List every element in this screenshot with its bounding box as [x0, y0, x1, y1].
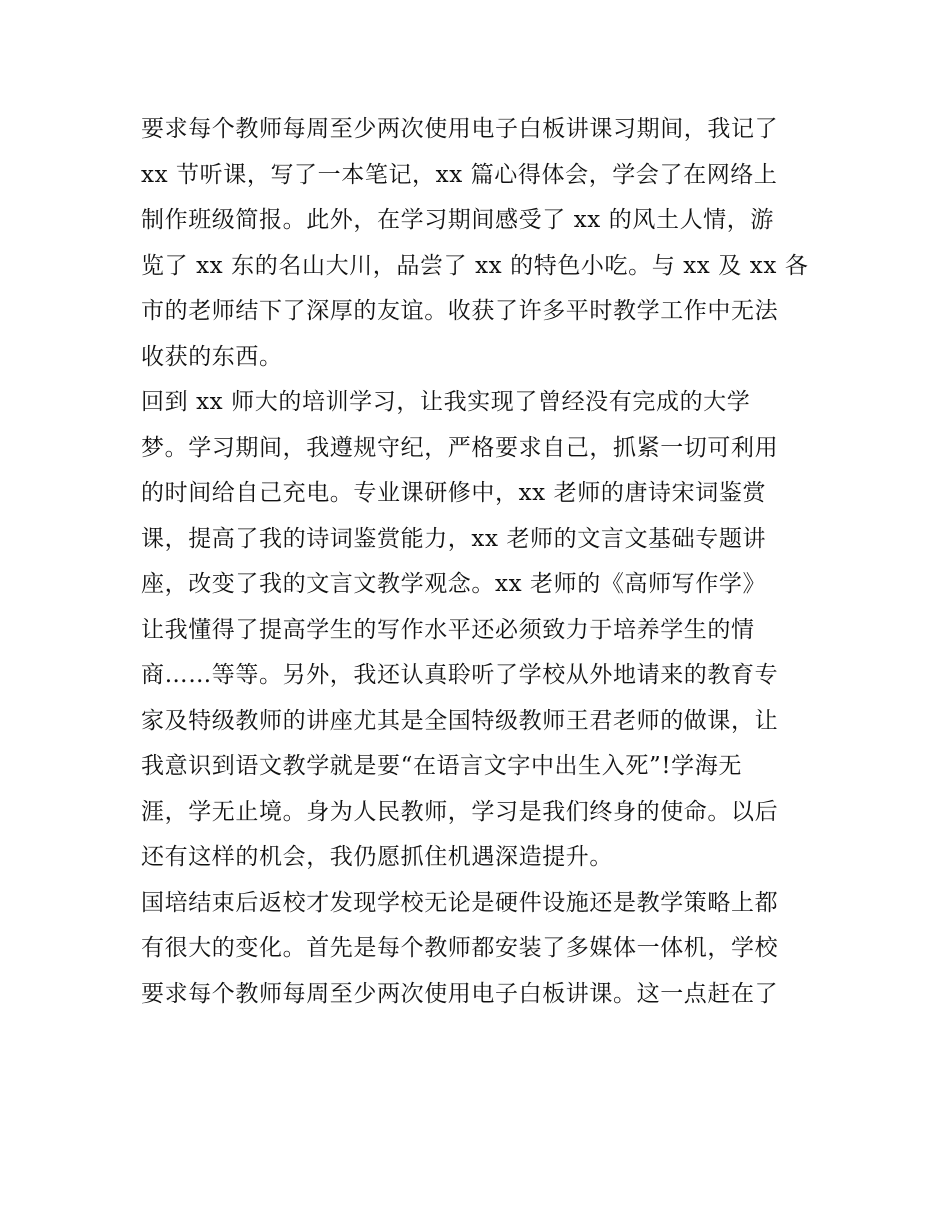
- text-line: 收获的东西。: [141, 343, 283, 370]
- document-body: [141, 107, 821, 1017]
- text-line: 的时间给自己充电。专业课研修中，xx 老师的唐诗宋词鉴赏: [141, 480, 767, 506]
- text-line: 还有这样的机会，我仍愿抓住机遇深造提升。: [141, 844, 613, 870]
- text-line: 有很大的变化。首先是每个教师都安装了多媒体一体机，学校: [141, 935, 779, 961]
- text-line: 课，提高了我的诗词鉴赏能力，xx 老师的文言文基础专题讲: [141, 525, 767, 552]
- text-line: xx 节听课，写了一本笔记，xx 篇心得体会，学会了在网络上: [141, 161, 778, 188]
- text-line: 要求每个教师每周至少两次使用电子白板讲课习期间，我记了: [141, 116, 779, 142]
- text-line: 市的老师结下了深厚的友谊。收获了许多平时教学工作中无法: [141, 298, 779, 324]
- text-line: 要求每个教师每周至少两次使用电子白板讲课。这一点赶在了: [141, 980, 779, 1007]
- text-line: 涯，学无止境。身为人民教师，学习是我们终身的使命。以后: [141, 798, 779, 825]
- text-line: 商……等等。另外，我还认真聆听了学校从外地请来的教育专: [141, 662, 779, 688]
- text-line: 览了 xx 东的名山大川，品尝了 xx 的特色小吃。与 xx 及 xx 各: [141, 252, 809, 279]
- text-line: 让我懂得了提高学生的写作水平还必须致力于培养学生的情: [141, 616, 755, 643]
- text-line: 我意识到语文教学就是要“在语言文字中出生入死”!学海无: [141, 753, 742, 779]
- text-line: 国培结束后返校才发现学校无论是硬件设施还是教学策略上都: [141, 889, 779, 916]
- text-line: 梦。学习期间，我遵规守纪，严格要求自己，抓紧一切可利用: [141, 434, 779, 461]
- text-line: 回到 xx 师大的培训学习，让我实现了曾经没有完成的大学: [141, 389, 751, 415]
- text-line: 制作班级简报。此外，在学习期间感受了 xx 的风土人情，游: [141, 207, 774, 233]
- text-line: 家及特级教师的讲座尤其是全国特级教师王君老师的做课，让: [141, 707, 779, 734]
- text-line: 座，改变了我的文言文教学观念。xx 老师的《高师写作学》: [141, 571, 767, 597]
